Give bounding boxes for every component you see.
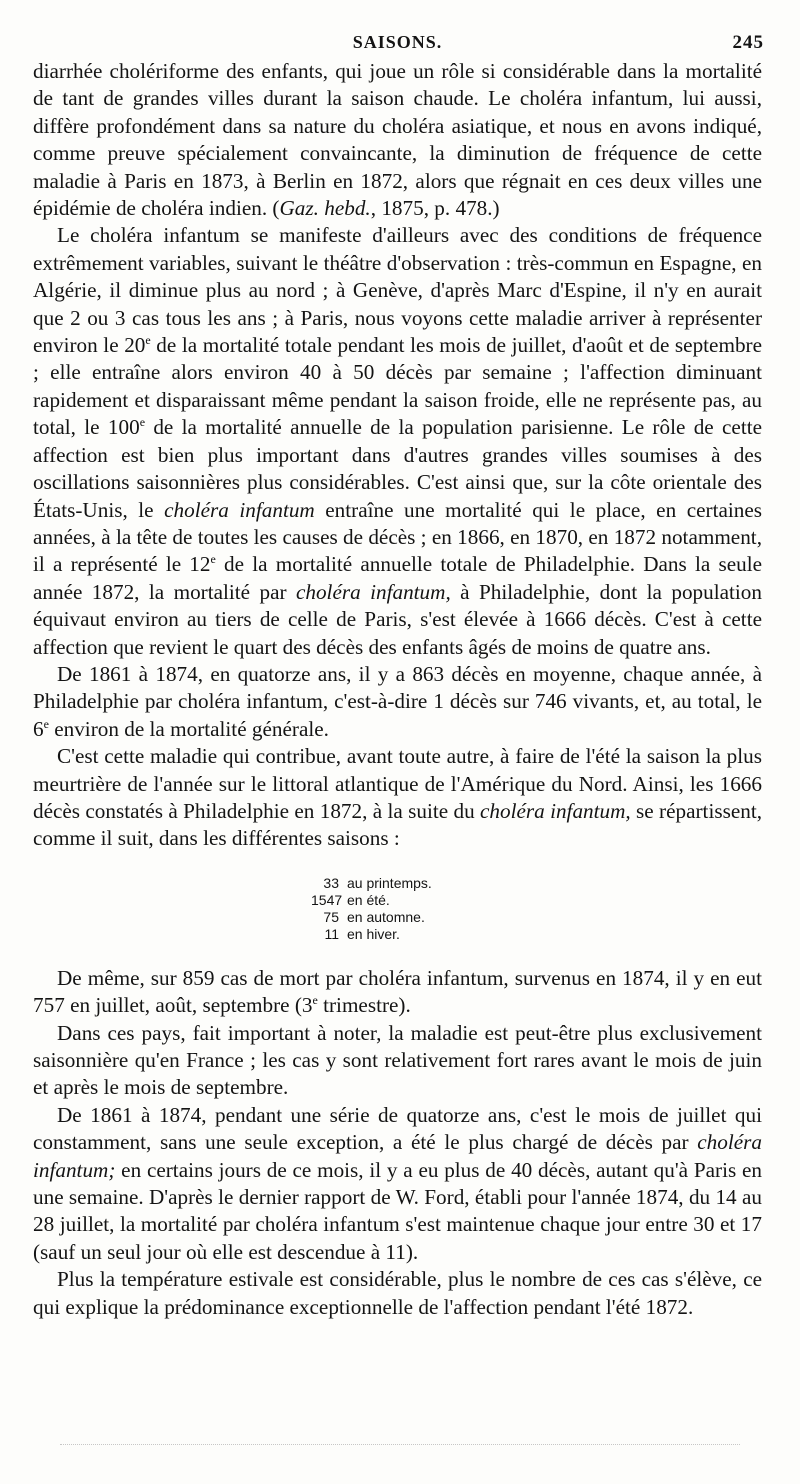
superscript: e (145, 333, 151, 347)
paragraph (33, 1266, 762, 1321)
season-label: en automne. (347, 908, 425, 925)
death-count: 33 (323, 874, 339, 891)
italic-text: choléra infantum (164, 497, 315, 522)
paragraph (33, 1102, 762, 1266)
italic-text: choléra infantum, (480, 798, 631, 823)
paragraph (33, 965, 762, 1020)
text-run: Dans ces pays, fait important à noter, la maladie est peut-être plus exclusivement saisonnière qu'en France ; les cas y sont relativement fort rares avant le mois de juin et après le mois de septembre. (33, 1020, 762, 1100)
season-label: en hiver. (347, 925, 400, 942)
text-run: De même, sur 859 cas de mort par choléra infantum, survenus en 1874, il y en eut 757 en juillet, août, septembre (3 (33, 965, 762, 1018)
paragraph (33, 222, 762, 661)
superscript: e (139, 415, 146, 430)
death-count: 11 (324, 925, 339, 942)
running-head (33, 28, 762, 58)
body-text-continued (33, 965, 762, 1321)
italic-text: choléra infantum; (33, 1130, 762, 1182)
season-row (311, 909, 762, 926)
season-row (311, 875, 762, 892)
text-run: environ de la mortalité générale. (48, 716, 329, 741)
page-title: SAISONS. (352, 32, 443, 52)
text-run: Plus la température estivale est considérable, plus le nombre de ces cas s'élève, ce qui explique la prédominance exceptionnelle de l'affection pendant l'été 1872. (33, 1267, 762, 1319)
paragraph (33, 743, 762, 853)
paragraph (33, 58, 762, 222)
text-run: C'est cette maladie qui contribue, avant toute autre, à faire de l'été la saison la plus meurtrière de l'année sur le littoral atlantique de l'Amérique du Nord. Ainsi, les 1666 décès constatés à Philadelphie en 1872, à la suite du (33, 744, 762, 823)
text-run: de la mortalité annuelle de la population parisienne. Le rôle de cette affection est bien plus important dans d'autres grandes villes soumises à des oscillations saisonnières plus considérables. C'est ainsi que, sur la côte orientale des États-Unis, le (33, 415, 762, 522)
body-text (33, 58, 762, 853)
text-run: De 1861 à 1874, pendant une série de quatorze ans, c'est le mois de juillet qui constamment, sans une seule exception, a été le plus chargé de décès par (33, 1102, 762, 1155)
death-count: 75 (323, 908, 339, 925)
text-run: se répartissent, comme il suit, dans les différentes saisons : (33, 798, 763, 851)
text-run: , 1875, p. 478.) (370, 196, 500, 221)
text-run: diarrhée cholériforme des enfants, qui joue un rôle si considérable dans la mortalité de tant de grandes villes durant la saison chaude. Le choléra infantum, lui aussi, diffère profondément dans sa nature du choléra asiatique, et nous en avons indiqué, comme preuve spécialement convaincante, la diminution de fréquence de cette maladie à Paris en 1873, à Berlin en 1872, alors que régnait en ces deux villes une épidémie de choléra indien. ( (33, 59, 762, 221)
season-label: en été. (347, 891, 390, 908)
season-label: au printemps. (347, 874, 432, 891)
footer-rule (60, 1444, 740, 1447)
superscript: e (210, 552, 216, 567)
death-count: 1547 (311, 891, 343, 908)
text-run: De 1861 à 1874, en quatorze ans, il y a 863 décès en moyenne, chaque année, à Philadelphie par choléra infantum, c'est-à-dire 1 décès sur 746 vivants, et, au total, le 6 (33, 661, 762, 741)
page-number: 245 (732, 32, 764, 53)
italic-text: choléra infantum, (295, 579, 451, 604)
text-run: de la mortalité annuelle totale de Philadelphie. Dans la seule année 1872, la mortalité par (33, 552, 762, 604)
season-row (311, 926, 762, 943)
paragraph (33, 661, 762, 743)
season-row (311, 892, 762, 909)
text-run: entraîne une mortalité qui le place, en certaines années, à la tête de toutes les causes de décès ; en 1866, en 1870, en 1872 notamment, il a représenté le 12 (33, 497, 762, 577)
superscript: e (43, 716, 49, 731)
text-run: de la mortalité totale pendant les mois de juillet, d'août et de septembre ; elle entraîne alors environ 40 à 50 décès par semaine ; l'affection diminuant rapidement et disparaissant même pendant la saison froide, elle ne représente pas, au total, le 100 (33, 333, 762, 440)
text-run: en certains jours de ce mois, il y a eu plus de 40 décès, autant qu'à Paris en une semaine. D'après le dernier rapport de W. Ford, établi pour l'année 1874, du 14 au 28 juillet, la mortalité par choléra infantum s'est maintenue chaque jour entre 30 et 17 (sauf un seul jour où elle est descendue à 11). (33, 1157, 762, 1264)
text-run: à Philadelphie, dont la population équivaut environ au tiers de celle de Paris, s'est élevée à 1666 décès. C'est à cette affection que revient le quart des décès des enfants âgés de moins de quatre ans. (33, 579, 762, 659)
text-run: trimestre). (317, 993, 411, 1018)
season-table (311, 875, 762, 943)
text-run: Le choléra infantum se manifeste d'ailleurs avec des conditions de fréquence extrêmement variables, suivant le théâtre d'observation : très-commun en Espagne, en Algérie, il diminue plus au nord ; à Genève, d'après Marc d'Espine, il n'y en aurait que 2 ou 3 cas tous les ans ; à Paris, nous voyons cette maladie arriver à représenter environ le 20 (33, 223, 762, 358)
paragraph (33, 1020, 762, 1102)
superscript: e (312, 993, 318, 1008)
italic-text: Gaz. hebd. (279, 196, 371, 221)
